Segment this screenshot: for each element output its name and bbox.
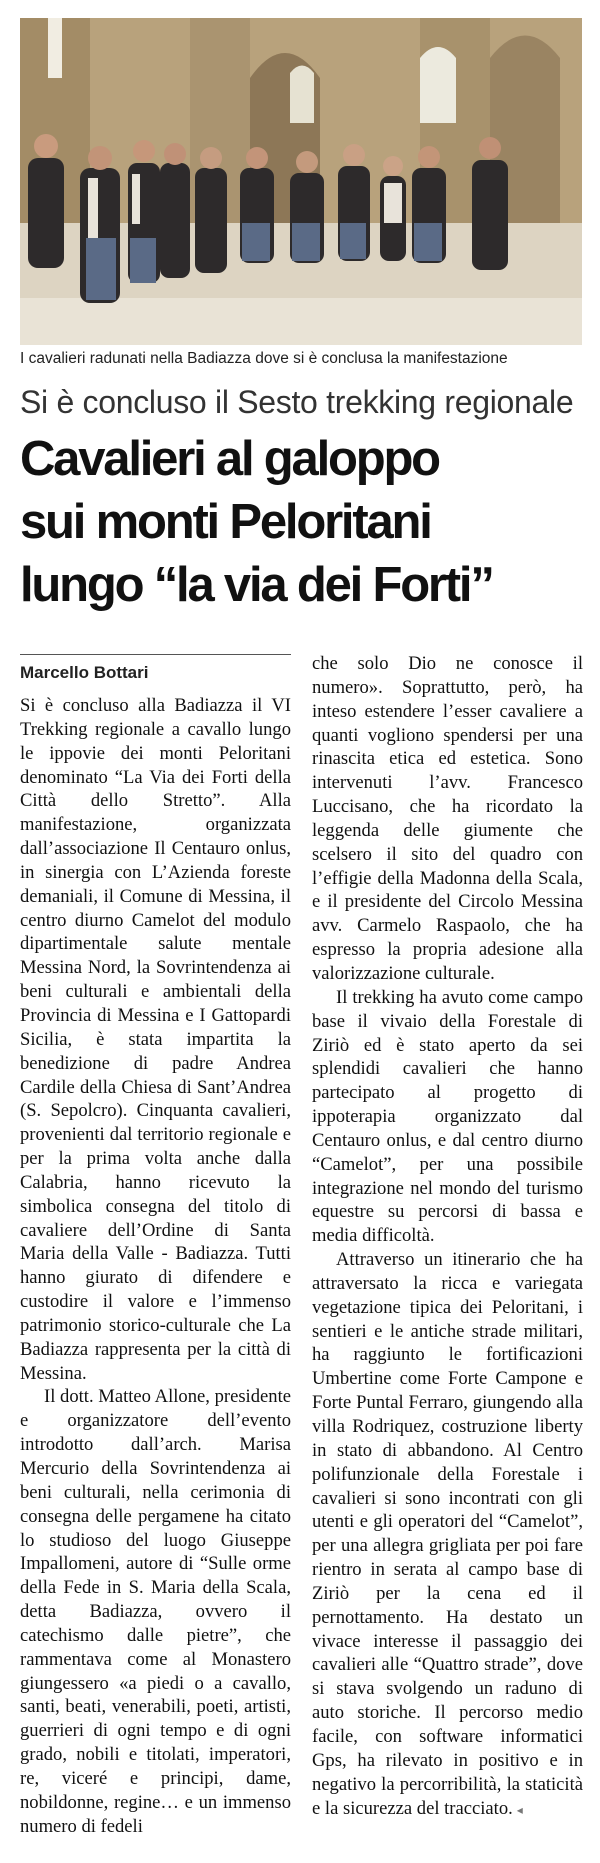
body-paragraph: Il trekking ha avuto come campo base il vivaio della Forestale di Ziriò ed è stato aperto da sei splendidi cavalieri che hanno partecipato al progetto di ippoterapia organizzato dal Centauro onlus, e dal centro diurno “Camelot”, per una possibile integrazione nel mondo del turismo equestre su percorsi di bassa e media difficoltà. <box>312 986 583 1247</box>
article-headline <box>20 428 585 617</box>
paragraph-text: Attraverso un itinerario che ha attraversato la ricca e variegata vegetazione tipica dei Peloritani, i sentieri e le antiche strade militari, ha raggiunto le fortificazioni Umbertine come Forte Campone e Forte Puntal Ferraro, giungendo alla villa Rodriquez, costruzione liberty in stato di abbandono. Al Centro polifunzionale della Forestale i cavalieri si sono incontrati con gli utenti e gli operatori del “Camelot”, per una allegra grigliata per poi fare rientro in serata al campo base di Ziriò per la cena ed il pernottamento. Ha destato un vivace interesse il passaggio dei cavalieri alle “Quattro strade”, dove si stava svolgendo un raduno di auto storiche. Il percorso medio facile, con software informatici Gps, ha rilevato in positivo e in negativo la percorribilità, la staticità e la sicurezza del tracciato. <box>312 1249 583 1819</box>
article-column-1 <box>20 694 291 1839</box>
end-of-article-icon: ◂ <box>516 1802 523 1817</box>
body-paragraph: che solo Dio ne conosce il numero». Soprattutto, però, ha inteso estendere l’esser cavaliere a quanti vogliono spendersi per una rinascita etica ed estetica. Sono intervenuti l’avv. Francesco Luccisano, che ha ricordato la leggenda delle giumente che scelsero il sito del quadro con l’effigie della Madonna della Scala, e il presidente del Circolo Messina avv. Carmelo Raspaolo, che ha espresso la propria adesione alla valorizzazione culturale. <box>312 653 583 984</box>
author-byline: Marcello Bottari <box>20 663 149 682</box>
article-subtitle: Si è concluso il Sesto trekking regionale <box>20 384 574 420</box>
body-paragraph <box>312 1248 583 1822</box>
body-paragraph: Si è concluso alla Badiazza il VI Trekking regionale a cavallo lungo le ippovie dei monti Peloritani denominato “La Via dei Forti della Città dello Stretto”. Alla manifestazione, organizzata dall’associazione Il Centauro onlus, in sinergia con L’Azienda foreste demaniali, il Comune di Messina, il centro diurno Camelot del modulo dipartimentale salute mentale Messina Nord, la Sovrintendenza ai beni culturali e ambientali della Provincia di Messina e I Gattopardi Sicilia, è stata impartita la benedizione di padre Andrea Cardile della Chiesa di Sant’Andrea (S. Sepolcro). Cinquanta cavalieri, provenienti dal territorio regionale e per la prima volta anche dalla Calabria, hanno ricevuto la simbolica consegna del titolo di cavaliere dell’Ordine di Santa Maria della Valle - Badiazza. Tutti hanno giurato di difendere e custodire il valore e l’immenso patrimonio storico-culturale che La Badiazza rappresenta per la città di Messina. <box>20 695 291 1384</box>
body-paragraph: Il dott. Matteo Allone, presidente e organizzatore dell’evento introdotto dall’arch. Marisa Mercurio della Sovrintendenza ai beni culturali, nella cerimonia di consegna delle pergamene ha citato lo studioso del luogo Giuseppe Impallomeni, autore di “Sulle orme della Fede in S. Maria della Scala, detta Badiazza, ovvero il catechismo dalle pietre”, che rammentava come al Monastero giungessero «a piedi o a cavallo, santi, beati, venerabili, poeti, artisti, guerrieri di ogni tempo e di ogni grado, nobili e titolati, imperatori, re, viceré e principi, dame, nobildonne, regine… e un immenso numero di fedeli <box>20 1386 291 1837</box>
photo-illustration <box>20 18 582 345</box>
photo-caption: I cavalieri radunati nella Badiazza dove si è conclusa la manifestazione <box>20 350 508 367</box>
article-photo <box>20 18 582 345</box>
article-column-2 <box>312 652 583 1822</box>
headline-line: Cavalieri al galoppo <box>20 432 439 486</box>
byline-divider <box>20 654 291 655</box>
headline-line: sui monti Peloritani <box>20 495 431 549</box>
headline-line: lungo “la via dei Forti” <box>20 558 493 612</box>
